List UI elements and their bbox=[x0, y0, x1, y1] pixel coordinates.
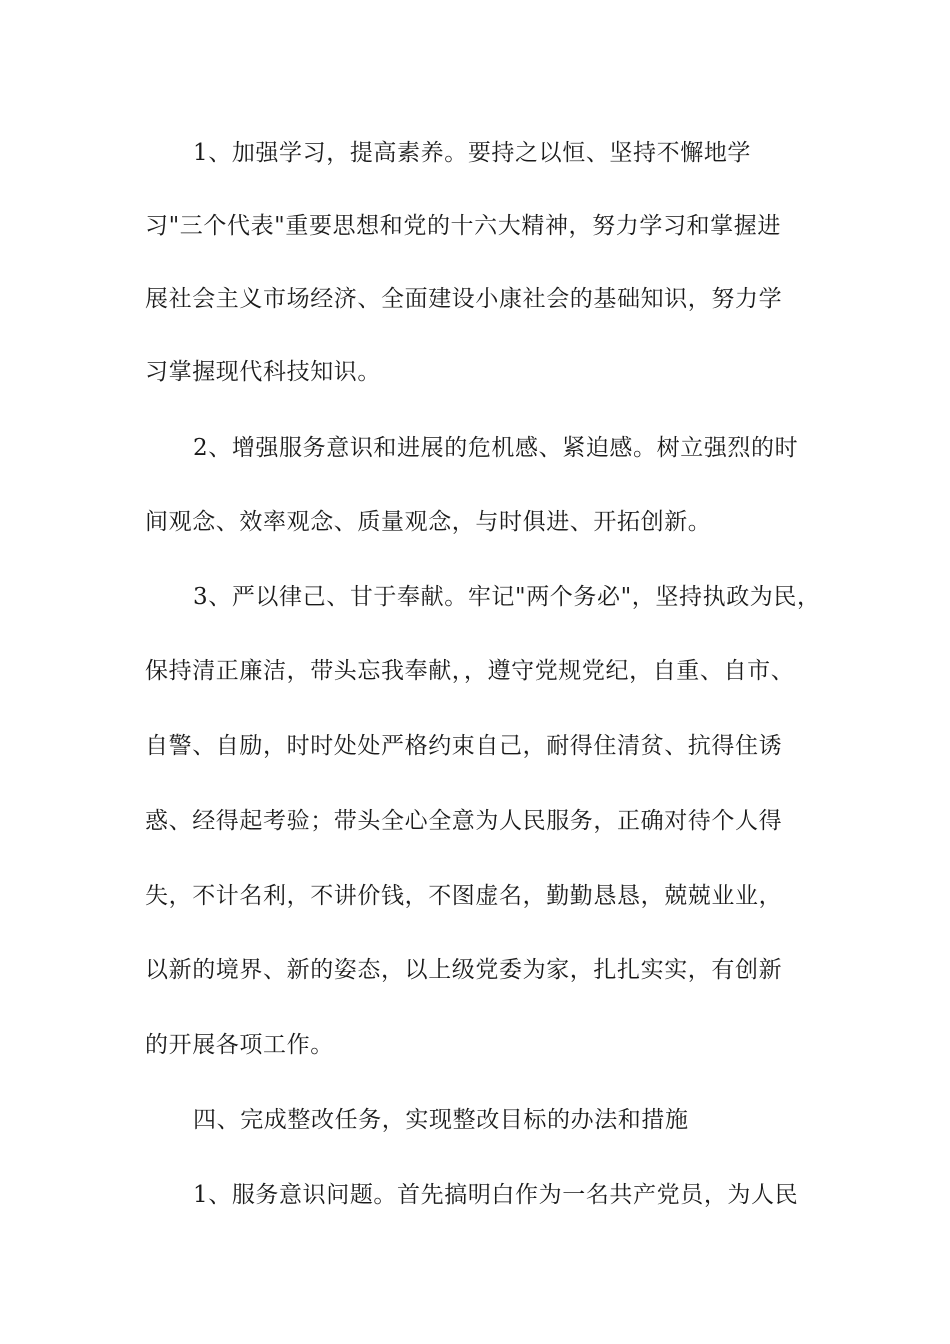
paragraph-1-line-1: 1、加强学习，提高素养。要持之以恒、坚持不懈地学 bbox=[193, 140, 752, 166]
paragraph-3-line-5: 失，不计名利，不讲价钱，不图虚名，勤勤恳恳，兢兢业业， bbox=[145, 883, 783, 909]
paragraph-3-line-3: 自警、自励，时时处处严格约束自己，耐得住清贫、抗得住诱 bbox=[145, 733, 783, 759]
paragraph-3-line-1: 3、严以律己、甘于奉献。牢记"两个务必"，坚持执政为民， bbox=[193, 584, 821, 610]
section-heading-4: 四、完成整改任务，实现整改目标的办法和措施 bbox=[193, 1107, 689, 1133]
paragraph-3-line-2: 保持清正廉洁，带头忘我奉献，，遵守党规党纪，自重、自市、 bbox=[145, 658, 795, 684]
paragraph-1-line-4: 习掌握现代科技知识。 bbox=[145, 359, 381, 385]
paragraph-2-line-1: 2、增强服务意识和进展的危机感、紧迫感。树立强烈的时 bbox=[193, 435, 799, 461]
paragraph-4-line-1: 1、服务意识问题。首先搞明白作为一名共产党员，为人民 bbox=[193, 1182, 799, 1208]
paragraph-3-line-7: 的开展各项工作。 bbox=[145, 1032, 334, 1058]
paragraph-3-line-6: 以新的境界、新的姿态，以上级党委为家，扎扎实实，有创新 bbox=[145, 957, 783, 983]
paragraph-3-line-4: 惑、经得起考验；带头全心全意为人民服务，正确对待个人得 bbox=[145, 808, 783, 834]
paragraph-1-line-2: 习"三个代表"重要思想和党的十六大精神，努力学习和掌握进 bbox=[145, 213, 781, 239]
paragraph-1-line-3: 展社会主义市场经济、全面建设小康社会的基础知识，努力学 bbox=[145, 286, 783, 312]
paragraph-2-line-2: 间观念、效率观念、质量观念，与时俱进、开拓创新。 bbox=[145, 509, 712, 535]
